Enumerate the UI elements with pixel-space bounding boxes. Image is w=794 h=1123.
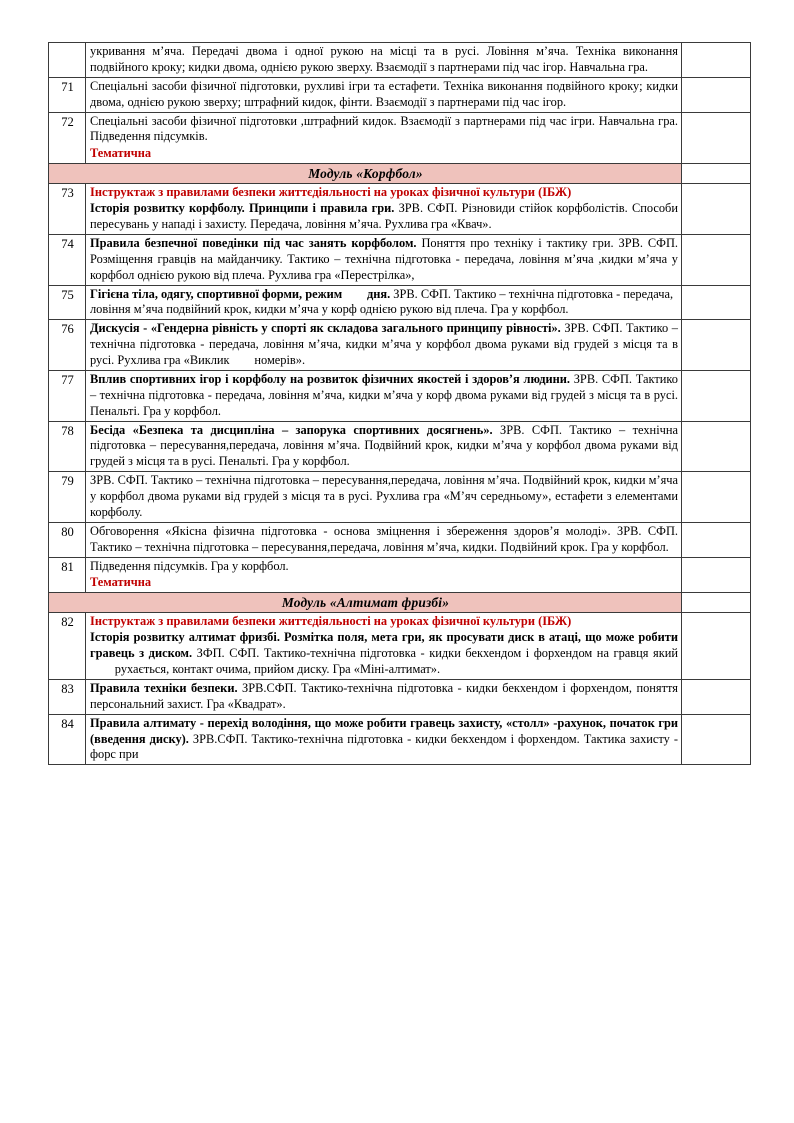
lesson-number-cell: 83 <box>49 679 86 714</box>
lesson-content-cell <box>86 613 682 680</box>
table-row <box>49 557 751 593</box>
lesson-content-cell <box>86 522 682 557</box>
table-row <box>49 613 751 680</box>
module-title: Модуль «Алтимат фризбі» <box>49 593 682 613</box>
notes-cell[interactable] <box>682 593 751 613</box>
lesson-number-cell: 79 <box>49 472 86 523</box>
lesson-number-cell: 76 <box>49 320 86 371</box>
lesson-number-cell <box>49 43 86 78</box>
table-row <box>49 522 751 557</box>
notes-cell[interactable] <box>682 557 751 593</box>
notes-cell[interactable] <box>682 613 751 680</box>
table-row <box>49 112 751 164</box>
thematic-assessment-label: Тематична <box>90 575 152 590</box>
table-row <box>49 77 751 112</box>
lesson-detail-text: Спеціальні засоби фізичної підготовки ,штрафний кидок. Взаємодії з партнерами під час ігри. Навчальна гра. Підведення підсумків. <box>90 113 678 144</box>
lesson-topic-lead: Історія розвитку корфболу. Принципи і правила гри. <box>90 201 395 216</box>
lesson-topic-lead: Гігієна тіла, одягу, спортивної форми, режим <box>90 286 343 301</box>
table-row <box>49 679 751 714</box>
lesson-detail-text: ЗРВ. СФП. Тактико – технічна підготовка – пересування,передача, ловіння м’яча. Подвійний крок, кидки м’яча у корфбол двома руками від грудей з місця та в русі. Пенальті. Гра у корфбол. <box>90 422 678 469</box>
safety-briefing-heading: Інструктаж з правилами безпеки життєдіяльності на уроках фізичної культури (ІБЖ) <box>90 614 572 629</box>
lesson-number-cell: 82 <box>49 613 86 680</box>
notes-cell[interactable] <box>682 421 751 472</box>
lesson-number-cell: 71 <box>49 77 86 112</box>
lesson-number-cell: 80 <box>49 522 86 557</box>
safety-briefing-heading: Інструктаж з правилами безпеки життєдіяльності на уроках фізичної культури (ІБЖ) <box>90 185 572 200</box>
lesson-topic-lead: Правила алтимату - перехід володіння, що може робити гравець захисту, «столл» -рахунок, початок гри (введення диску). <box>90 715 678 746</box>
lesson-content-cell <box>86 320 682 371</box>
lesson-content-cell <box>86 184 682 235</box>
table-row <box>49 370 751 421</box>
module-header-row <box>49 593 751 613</box>
lesson-topic-lead: Правила безпечної поведінки під час занять корфболом. <box>90 235 417 250</box>
lesson-detail-text: ЗФП. СФП. Тактико-технічна підготовка - кидки бекхендом і форхендом на гравця який <box>192 646 678 661</box>
lesson-topic-lead: Бесіда «Безпека та дисципліна – запорука спортивних досягнень». <box>90 422 493 437</box>
lesson-content-cell <box>86 557 682 593</box>
table-row <box>49 234 751 285</box>
notes-cell[interactable] <box>682 164 751 184</box>
lesson-number-cell: 74 <box>49 234 86 285</box>
module-title: Модуль «Корфбол» <box>49 164 682 184</box>
lesson-content-cell <box>86 112 682 164</box>
notes-cell[interactable] <box>682 285 751 320</box>
lesson-number-cell: 72 <box>49 112 86 164</box>
lesson-schedule-table <box>48 42 751 765</box>
notes-cell[interactable] <box>682 112 751 164</box>
lesson-detail-text: ЗРВ.СФП. Тактико-технічна підготовка - кидки бекхендом і форхендом. Тактика захисту - форс при <box>90 731 678 762</box>
table-row <box>49 320 751 371</box>
table-row <box>49 714 751 765</box>
lesson-topic-lead: Історія розвитку алтимат фризбі. Розмітка поля, мета гри, як просувати диск в атаці, що може робити гравець з диском. <box>90 630 678 661</box>
lesson-content-cell <box>86 472 682 523</box>
notes-cell[interactable] <box>682 679 751 714</box>
lesson-content-cell <box>86 43 682 78</box>
lesson-number-cell: 77 <box>49 370 86 421</box>
lesson-topic-lead: Правила техніки безпеки. <box>90 680 238 695</box>
notes-cell[interactable] <box>682 320 751 371</box>
lesson-number-cell: 73 <box>49 184 86 235</box>
lesson-detail-text: ЗРВ. СФП. Тактико – технічна підготовка - передача, ловіння м’яча подвійний крок, кидки м’яча у корф однією рукою від плеча. Гра у корфбол. <box>90 286 674 317</box>
lesson-detail-text: ЗРВ. СФП. Тактико – технічна підготовка - передача, ловіння м’яча, кидки м’яча у корф двома руками від грудей з місця та в русі. Пенальті. Гра у корфбол. <box>90 371 678 418</box>
notes-cell[interactable] <box>682 77 751 112</box>
lesson-number-cell: 75 <box>49 285 86 320</box>
lesson-content-cell <box>86 421 682 472</box>
lesson-number-cell: 78 <box>49 421 86 472</box>
table-row <box>49 421 751 472</box>
lesson-topic-lead: Дискусія - «Гендерна рівність у спорті як складова загального принципу рівності». <box>90 321 561 336</box>
text-gap <box>90 662 115 676</box>
table-body <box>49 43 751 765</box>
notes-cell[interactable] <box>682 234 751 285</box>
lesson-detail-text: Спеціальні засоби фізичної підготовки, рухливі ігри та естафети. Техніка виконання подвійного кроку; кидки двома, однією рукою зверху; штрафний кидок, фінти. Взаємодії з партнерами під час ігор. <box>90 78 678 109</box>
table-row <box>49 184 751 235</box>
lesson-detail-text: номерів». <box>254 353 306 368</box>
text-gap <box>342 287 367 301</box>
table-row <box>49 285 751 320</box>
lesson-number-cell: 84 <box>49 714 86 765</box>
lesson-detail-text: ЗРВ. СФП. Тактико – технічна підготовка – пересування,передача, ловіння м’яча. Подвійний крок, кидки м’яча у корфбол двома руками від грудей з місця та в русі. Рухлива гра «М’яч середньому», естафети з елементами корфболу. <box>90 473 678 519</box>
lesson-content-cell <box>86 285 682 320</box>
lesson-detail-text: ЗРВ. СФП. Різновиди стійок корфболістів. Способи пересувань у нападі і захисту. Передача, ловіння м’яча. Рухлива гра «Квач». <box>90 201 678 232</box>
notes-cell[interactable] <box>682 370 751 421</box>
lesson-content-cell <box>86 234 682 285</box>
lesson-detail-text: ЗРВ.СФП. Тактико-технічна підготовка - кидки бекхендом і форхендом, поняття персональний захист. Гра «Квадрат». <box>90 680 678 711</box>
lesson-detail-text: рухається, контакт очима, прийом диску. Гра «Міні-алтимат». <box>114 662 441 677</box>
notes-cell[interactable] <box>682 184 751 235</box>
lesson-content-cell <box>86 679 682 714</box>
text-gap <box>230 353 255 367</box>
lesson-number-cell: 81 <box>49 557 86 593</box>
table-row <box>49 43 751 78</box>
module-header-row <box>49 164 751 184</box>
lesson-detail-text: Поняття про техніку і тактику гри. ЗРВ. СФП. Розміщення гравців на майданчику. Тактико – технічна підготовка - передача, ловіння м’яча ,кидки м’яча у корфбол однією рукою від плеча. Рухлива гра «Перестрілка», <box>90 235 678 282</box>
lesson-content-cell <box>86 370 682 421</box>
lesson-content-cell <box>86 77 682 112</box>
lesson-detail-text: укривання м’яча. Передачі двома і одної рукою на місці та в русі. Ловіння м’яча. Техніка виконання подвійного кроку; кидки двома, однією рукою зверху. Взаємодії з партнерами під час ігор. Навчальна гра. <box>90 44 678 74</box>
lesson-detail-text: ЗРВ. СФП. Тактико – технічна підготовка - передача, ловіння м’яча, кидки м’яча у корфбол двома руками від грудей з місця та в русі. Рухлива гра «Виклик <box>90 321 678 368</box>
lesson-content-cell <box>86 714 682 765</box>
lesson-topic-lead: Вплив спортивних ігор і корфболу на розвиток фізичних якостей і здоров’я людини. <box>90 371 570 386</box>
lesson-detail-text: Підведення підсумків. Гра у корфбол. <box>90 558 289 573</box>
thematic-assessment-label: Тематична <box>90 146 152 161</box>
notes-cell[interactable] <box>682 472 751 523</box>
table-row <box>49 472 751 523</box>
notes-cell[interactable] <box>682 43 751 78</box>
notes-cell[interactable] <box>682 522 751 557</box>
lesson-detail-text: Обговорення «Якісна фізична підготовка - основа зміцнення і збереження здоров’я молоді». ЗРВ. СФП. Тактико – технічна підготовка – пересування,передача, ловіння м’яча, кидки. Подвійний крок. Гра у корфбол. <box>90 523 678 554</box>
lesson-topic-lead: дня. <box>366 286 391 301</box>
notes-cell[interactable] <box>682 714 751 765</box>
